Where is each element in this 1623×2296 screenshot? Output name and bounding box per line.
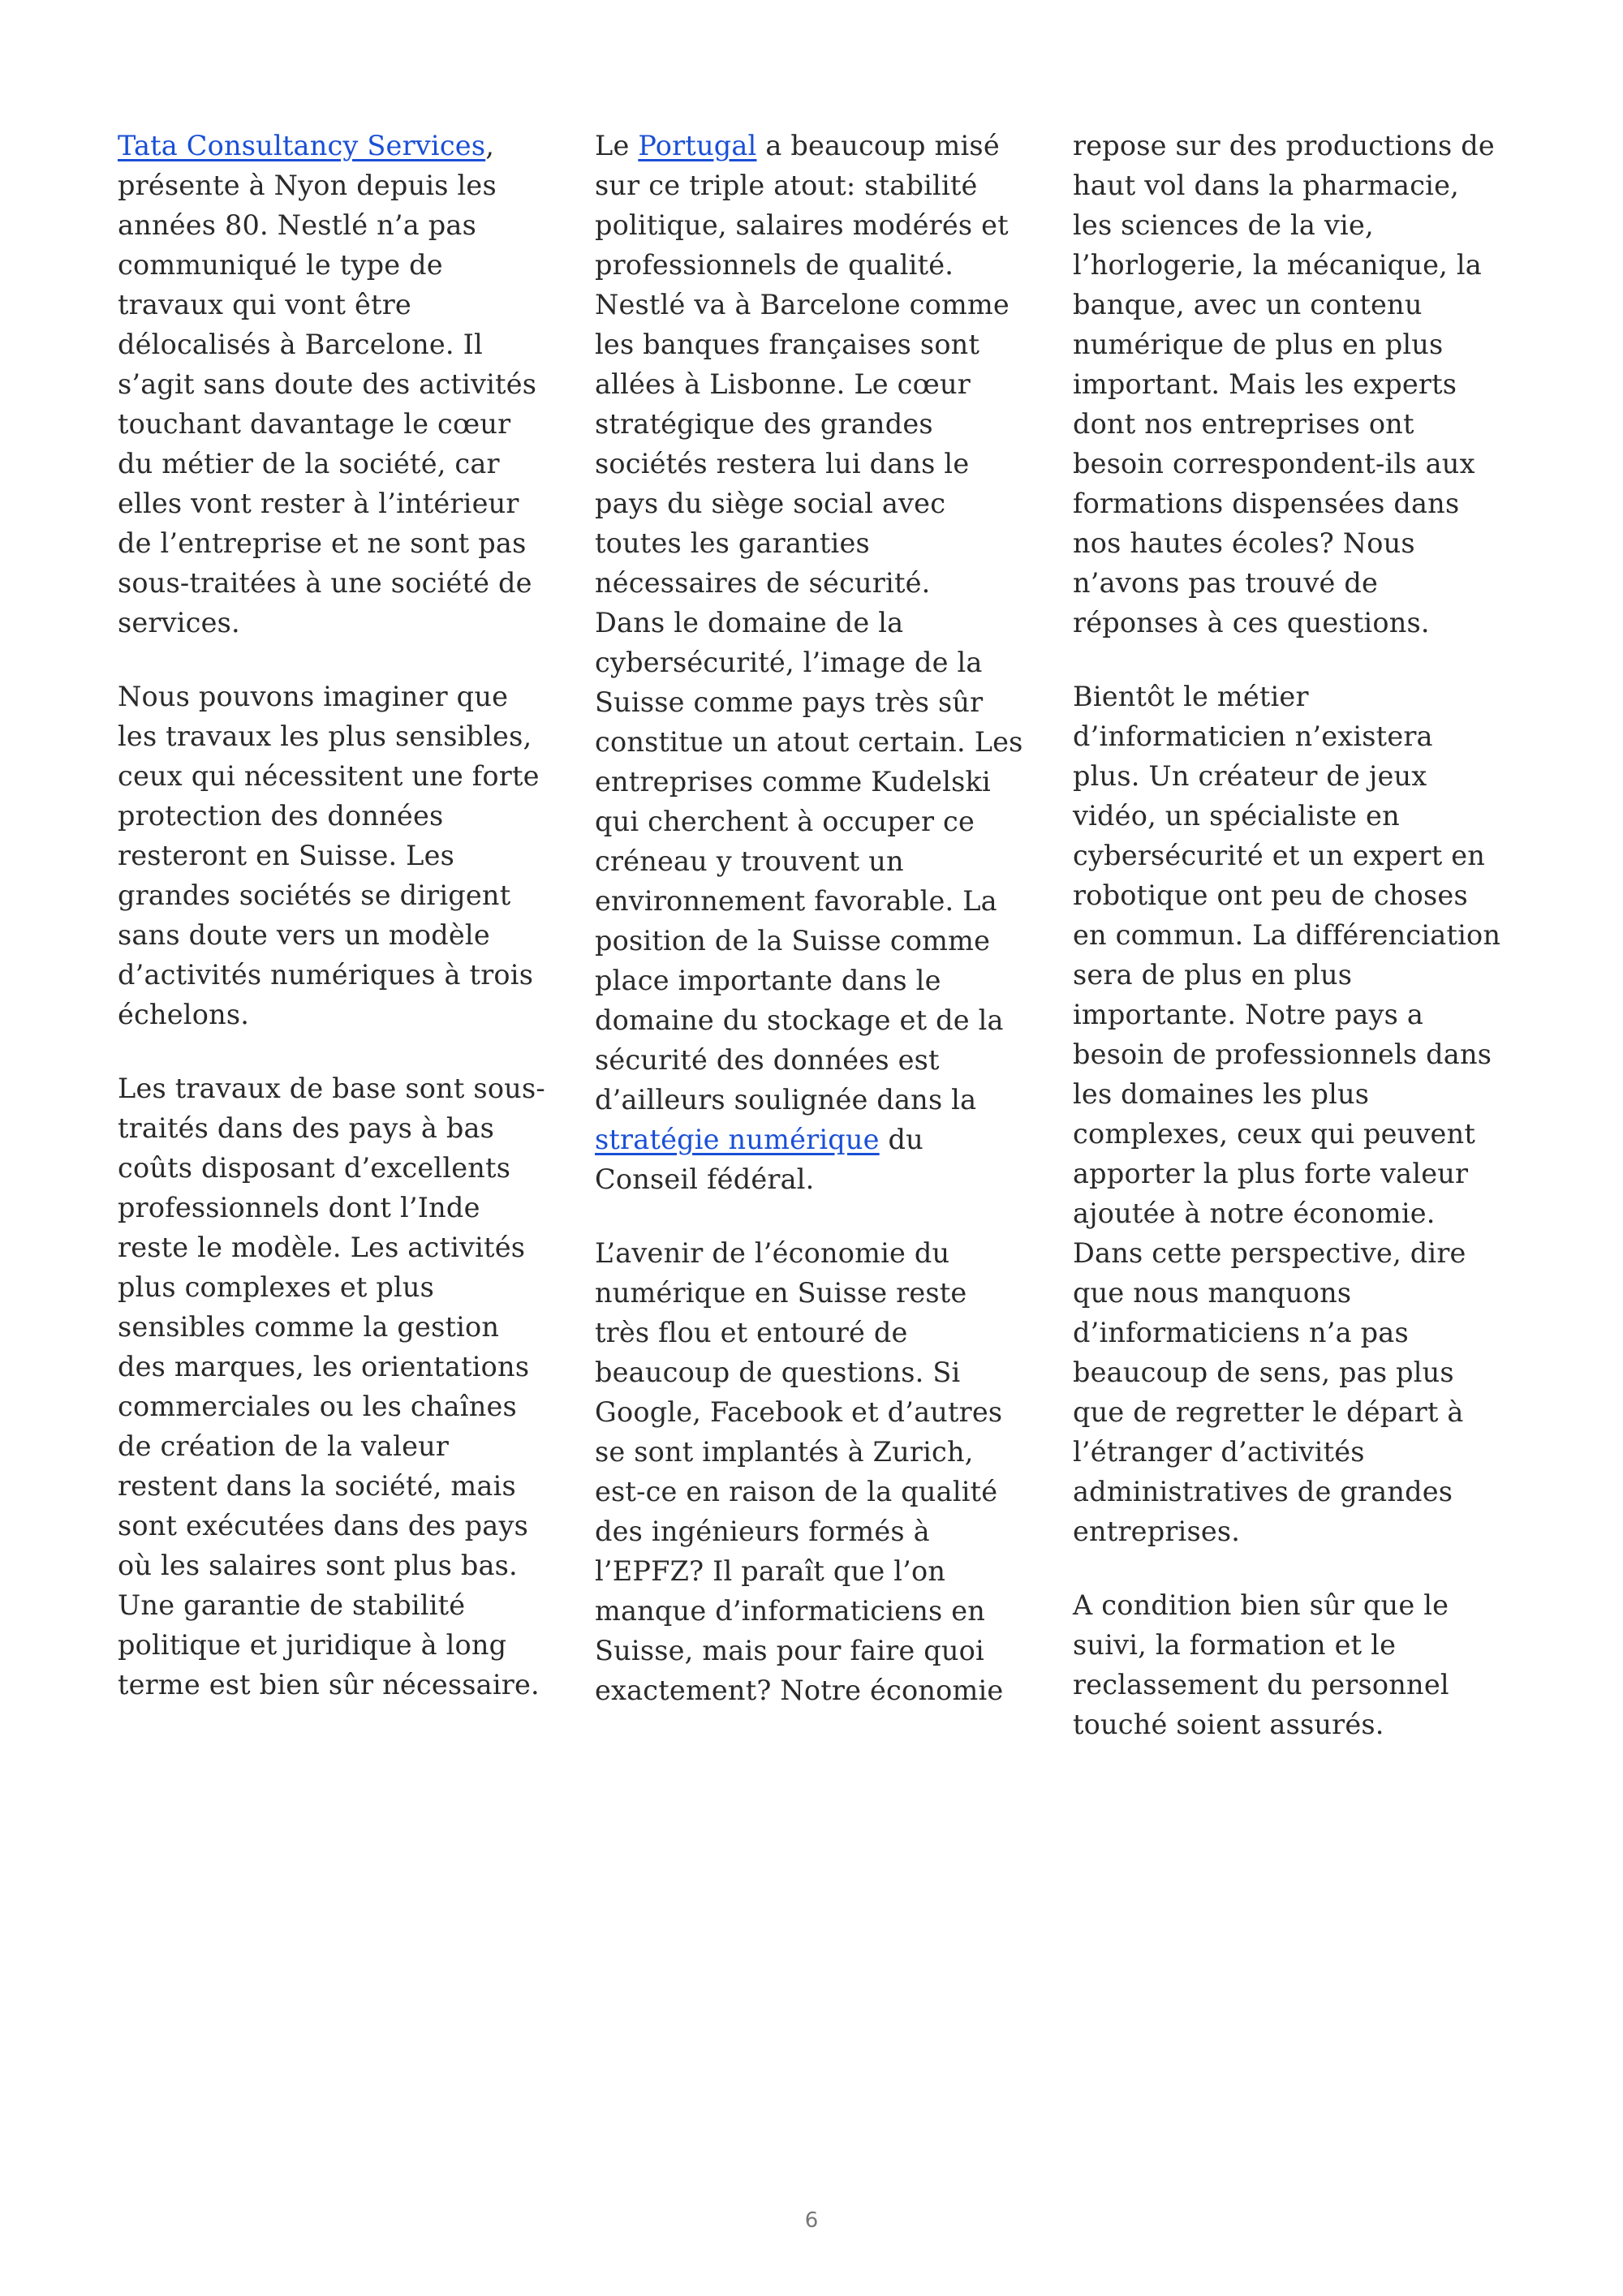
tata-consultancy-services-link[interactable]: Tata Consultancy Services — [118, 130, 486, 161]
portugal-link[interactable]: Portugal — [638, 130, 757, 161]
article-column-2 — [595, 126, 1025, 1710]
paragraph-text: du Conseil fédéral. — [595, 1124, 923, 1195]
page-number: 6 — [804, 2208, 819, 2233]
paragraph-condition: A condition bien sûr que le suivi, la formation et le reclassement du personnel touché soient assurés. — [1073, 1589, 1449, 1740]
article-column-1 — [118, 126, 548, 1705]
paragraph-tcs — [118, 126, 548, 643]
paragraph-high-end-production: repose sur des productions de haut vol dans la pharmacie, les sciences de la vie, l’horlogerie, la mécanique, la banque, avec un contenu numérique de plus en plus important. Mais les experts dont nos entreprises ont besoin correspondent-ils aux formations dispensées dans nos hautes écoles? Nous n’avons pas trouvé de réponses à ces questions. — [1073, 130, 1495, 638]
paragraph-base-work: Les travaux de base sont sous-traités dans des pays à bas coûts disposant d’excellents professionnels dont l’Inde reste le modèle. Les activités plus complexes et plus sensibles comme la gestion des marques, les orientations commerciales ou les chaînes de création de la valeur restent dans la société, mais sont exécutées dans des pays où les salaires sont plus bas. Une garantie de stabilité politique et juridique à long terme est bien sûr nécessaire. — [118, 1073, 545, 1701]
strategie-numerique-link[interactable]: stratégie numérique — [595, 1124, 880, 1155]
paragraph-future-economy: L’avenir de l’économie du numérique en Suisse reste très flou et entouré de beaucoup de questions. Si Google, Facebook et d’autres se sont implantés à Zurich, est-ce en raison de la qualité des ingénieurs formés à l’EPFZ? Il paraît que l’on manque d’informaticiens en Suisse, mais pour faire quoi exactement? Notre économie — [595, 1237, 1004, 1706]
paragraph-it-profession: Bientôt le métier d’informaticien n’existera plus. Un créateur de jeux vidéo, un spécialiste en cybersécurité et un expert en robotique ont peu de choses en commun. La différenciation sera de plus en plus importante. Notre pays a besoin de professionnels dans les domaines les plus complexes, ceux qui peuvent apporter la plus forte valeur ajoutée à notre économie. Dans cette perspective, dire que nous manquons d’informaticiens n’a pas beaucoup de sens, pas plus que de regretter le départ à l’étranger d’activités administratives de grandes entreprises. — [1073, 681, 1501, 1547]
paragraph-sensitive-work: Nous pouvons imaginer que les travaux les plus sensibles, ceux qui nécessitent une forte protection des données resteront en Suisse. Les grandes sociétés se dirigent sans doute vers un modèle d’activités numériques à trois échelons. — [118, 681, 540, 1030]
paragraph-text: , présente à Nyon depuis les années 80. Nestlé n’a pas communiqué le type de travaux qui vont être délocalisés à Barcelone. Il s’agit sans doute des activités touchant davantage le cœur du métier de la société, car elles vont rester à l’intérieur de l’entreprise et ne sont pas sous-traitées à une société de services. — [118, 130, 537, 638]
paragraph-cybersecurity — [595, 603, 1025, 1199]
paragraph-text: Le — [595, 130, 639, 161]
paragraph-text: a beaucoup misé sur ce triple atout: stabilité politique, salaires modérés et professionnels de qualité. Nestlé va à Barcelone comme les banques françaises sont allées à Lisbonne. Le cœur stratégique des grandes sociétés restera lui dans le pays du siège social avec toutes les garanties nécessaires de sécurité. — [595, 130, 1010, 599]
article-column-3 — [1073, 126, 1503, 1744]
paragraph-portugal — [595, 126, 1025, 603]
paragraph-text: Dans le domaine de la cybersécurité, l’image de la Suisse comme pays très sûr constitue un atout certain. Les entreprises comme Kudelski qui cherchent à occuper ce créneau y trouvent un environnement favorable. La position de la Suisse comme place importante dans le domaine du stockage et de la sécurité des données est d’ailleurs soulignée dans la — [595, 607, 1023, 1116]
